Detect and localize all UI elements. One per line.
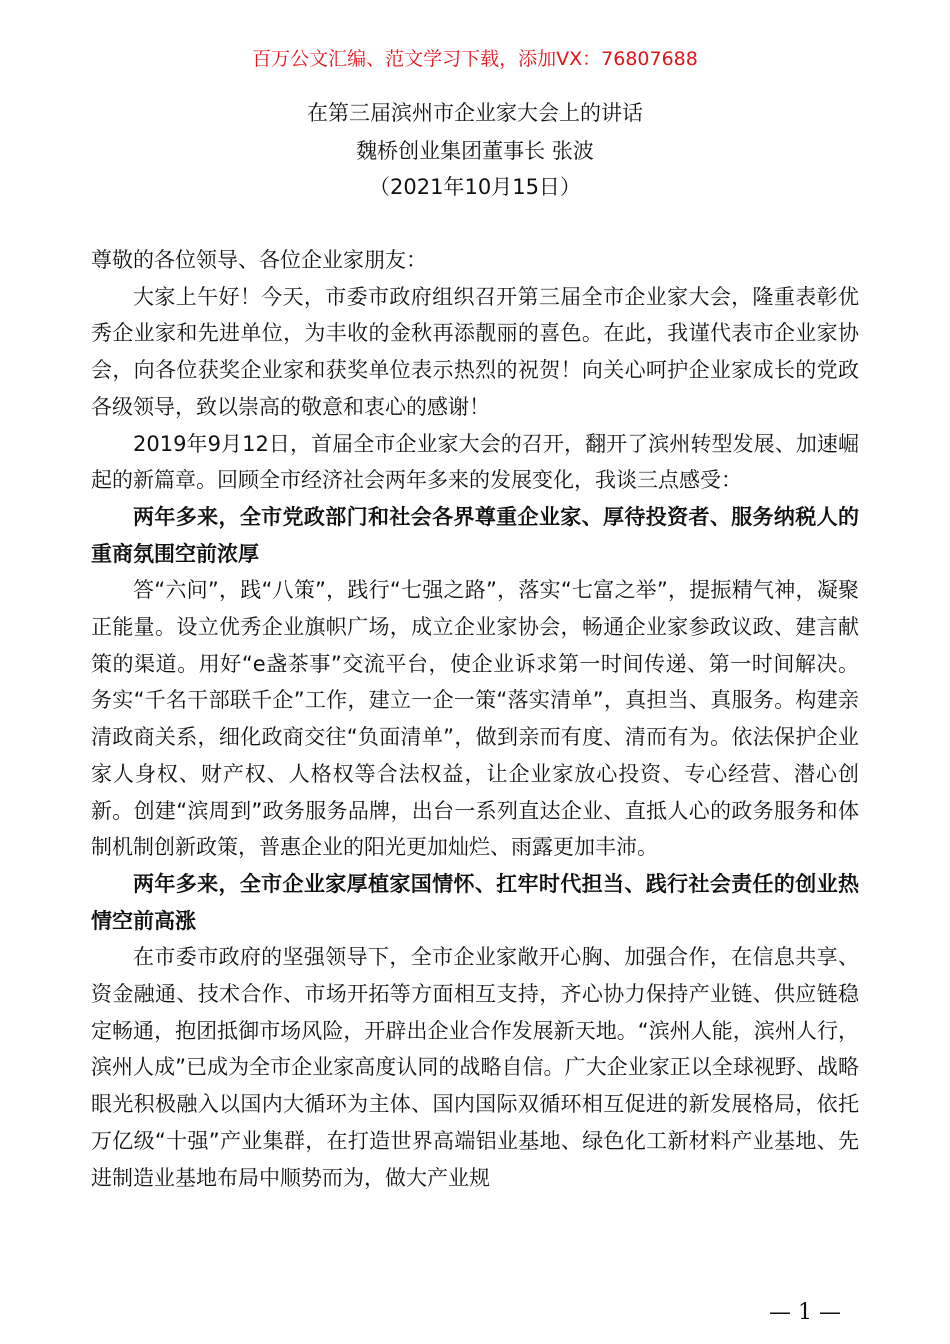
section-heading: 两年多来，全市党政部门和社会各界尊重企业家、厚待投资者、服务纳税人的重商氛围空前浓厚 [91,504,859,566]
section-heading: 两年多来，全市企业家厚植家国情怀、扛牢时代担当、践行社会责任的创业热情空前高涨 [91,871,859,933]
speaker-line: 魏桥创业集团董事长 张波 [356,139,594,163]
paragraph: 2019年9月12日，首届全市企业家大会的召开，翻开了滨州转型发展、加速崛起的新篇章。回顾全市经济社会两年多来的发展变化，我谈三点感受： [91,431,859,493]
speech-date: （2021年10月15日） [369,175,581,199]
paragraph: 答“六问”，践“八策”，践行“七强之路”，落实“七富之举”，提振精气神，凝聚正能量。设立优秀企业旗帜广场，成立企业家协会，畅通企业家参政议政、建言献策的渠道。用好“e盏茶事”交流平台，使企业诉求第一时间传递、第一时间解决。务实“千名干部联千企”工作，建立一企一策“落实清单”，真担当、真服务。构建亲清政商关系，细化政商交往“负面清单”，做到亲而有度、清而有为。依法保护企业家人身权、财产权、人格权等合法权益，让企业家放心投资、专心经营、潜心创新。创建“滨周到”政务服务品牌，出台一系列直达企业、直抵人心的政务服务和体制机制创新政策，普惠企业的阳光更加灿烂、雨露更加丰沛。 [91,578,859,860]
paragraph: 大家上午好！今天，市委市政府组织召开第三届全市企业家大会，隆重表彰优秀企业家和先进单位，为丰收的金秋再添靓丽的喜色。在此，我谨代表市企业家协会，向各位获奖企业家和获奖单位表示热烈的祝贺！向关心呵护企业家成长的党政各级领导，致以崇高的敬意和衷心的感谢！ [91,284,859,419]
watermark-text: 百万公文汇编、范文学习下载，添加VX：76807688 [252,48,698,70]
speech-title: 在第三届滨州市企业家大会上的讲话 [307,101,643,125]
document-body [91,242,859,1196]
greeting: 尊敬的各位领导、各位企业家朋友： [91,248,427,272]
page-number: — 1 — [769,1300,841,1325]
paragraph: 在市委市政府的坚强领导下，全市企业家敞开心胸、加强合作，在信息共享、资金融通、技术合作、市场开拓等方面相互支持，齐心协力保持产业链、供应链稳定畅通，抱团抵御市场风险，开辟出企业合作发展新天地。“滨州人能，滨州人行，滨州人成”已成为全市企业家高度认同的战略自信。广大企业家正以全球视野、战略眼光积极融入以国内大循环为主体、国内国际双循环相互促进的新发展格局，依托万亿级“十强”产业集群，在打造世界高端铝业基地、绿色化工新材料产业基地、先进制造业基地布局中顺势而为，做大产业规 [91,945,859,1190]
